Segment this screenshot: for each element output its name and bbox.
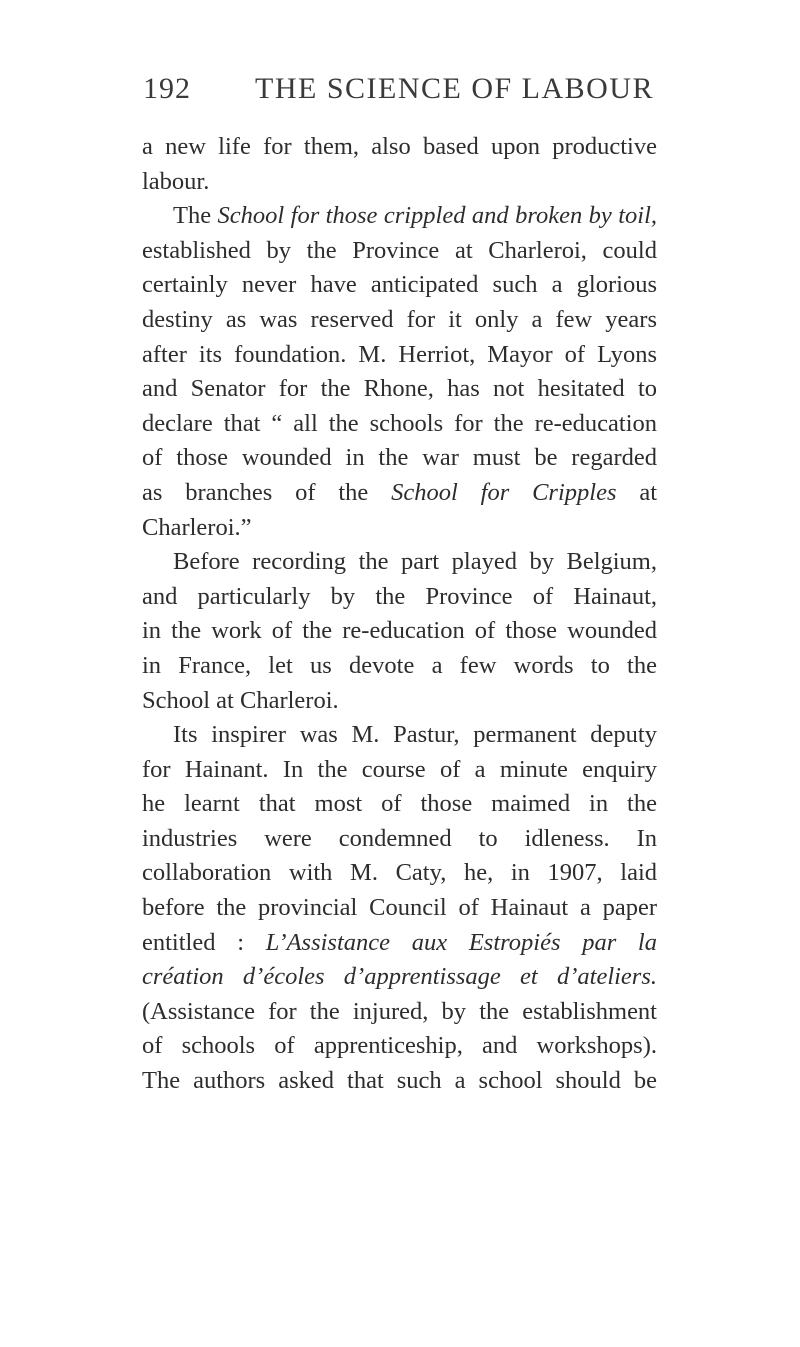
text-line xyxy=(142,545,657,580)
text-segment: collaboration with M. Caty, he, in 1907, laid xyxy=(142,859,657,887)
text-segment: after its foundation. M. Herriot, Mayor of Lyons xyxy=(142,340,657,368)
text-line xyxy=(142,753,657,788)
text-line xyxy=(142,856,657,891)
italic-text: School for those crippled and broken by toil, xyxy=(217,202,657,230)
text-segment: School at Charleroi. xyxy=(142,686,339,714)
text-line xyxy=(142,960,657,995)
text-segment: The authors asked that such a school should be xyxy=(142,1067,657,1095)
text-segment: industries were condemned to idleness. In xyxy=(142,824,657,852)
text-line xyxy=(142,372,657,407)
text-segment: established by the Province at Charleroi, could xyxy=(142,236,657,264)
text-line xyxy=(142,926,657,961)
text-segment: labour. xyxy=(142,167,210,195)
text-line xyxy=(142,199,657,234)
text-segment: at xyxy=(616,478,657,506)
italic-text: création d’écoles d’apprentissage et d’ateliers. xyxy=(142,963,657,991)
text-line xyxy=(142,787,657,822)
text-segment: destiny as was reserved for it only a few years xyxy=(142,305,657,333)
text-line xyxy=(142,822,657,857)
italic-text: L’Assistance aux Estropiés par la xyxy=(265,928,657,956)
text-segment: he learnt that most of those maimed in the xyxy=(142,790,657,818)
text-segment: a new life for them, also based upon productive xyxy=(142,133,657,160)
text-line xyxy=(142,891,657,926)
text-segment: Before recording the part played by Belgium, xyxy=(173,548,657,576)
text-segment: for Hainant. In the course of a minute enquiry xyxy=(142,755,657,783)
text-segment: Its inspirer was M. Pastur, permanent deputy xyxy=(173,721,657,749)
text-line xyxy=(142,649,657,684)
running-title: THE SCIENCE OF LABOUR xyxy=(255,72,655,105)
text-segment: of those wounded in the war must be regarded xyxy=(142,444,657,472)
text-line xyxy=(142,338,657,373)
text-line xyxy=(142,268,657,303)
text-segment: in the work of the re-education of those wounded xyxy=(142,617,657,645)
running-head xyxy=(143,72,653,112)
text-segment: as branches of the xyxy=(142,478,392,506)
text-segment: The xyxy=(173,202,218,230)
text-segment: and particularly by the Province of Hainaut, xyxy=(142,582,657,610)
text-segment: Charleroi.” xyxy=(142,513,252,541)
text-line xyxy=(142,614,657,649)
text-segment: entitled : xyxy=(142,928,266,956)
body-text xyxy=(142,130,657,1099)
text-segment: certainly never have anticipated such a glorious xyxy=(142,271,657,299)
page-number: 192 xyxy=(143,72,191,105)
text-line xyxy=(142,303,657,338)
text-line xyxy=(142,995,657,1030)
text-segment: in France, let us devote a few words to the xyxy=(142,651,657,679)
text-line xyxy=(142,1064,657,1099)
text-segment: before the provincial Council of Hainaut a paper xyxy=(142,894,657,922)
text-line xyxy=(142,165,657,200)
text-line xyxy=(142,1029,657,1064)
text-line xyxy=(142,476,657,511)
text-line xyxy=(142,407,657,442)
text-segment: declare that “ all the schools for the re-education xyxy=(142,409,657,437)
text-line xyxy=(142,130,657,165)
text-segment: of schools of apprenticeship, and workshops). xyxy=(142,1032,657,1060)
text-line xyxy=(142,511,657,546)
text-line xyxy=(142,718,657,753)
italic-text: School for Cripples xyxy=(391,478,617,506)
text-line xyxy=(142,684,657,719)
text-line xyxy=(142,580,657,615)
text-segment: (Assistance for the injured, by the establishment xyxy=(142,997,657,1025)
text-segment: and Senator for the Rhone, has not hesitated to xyxy=(142,375,657,403)
text-line xyxy=(142,234,657,269)
text-line xyxy=(142,441,657,476)
